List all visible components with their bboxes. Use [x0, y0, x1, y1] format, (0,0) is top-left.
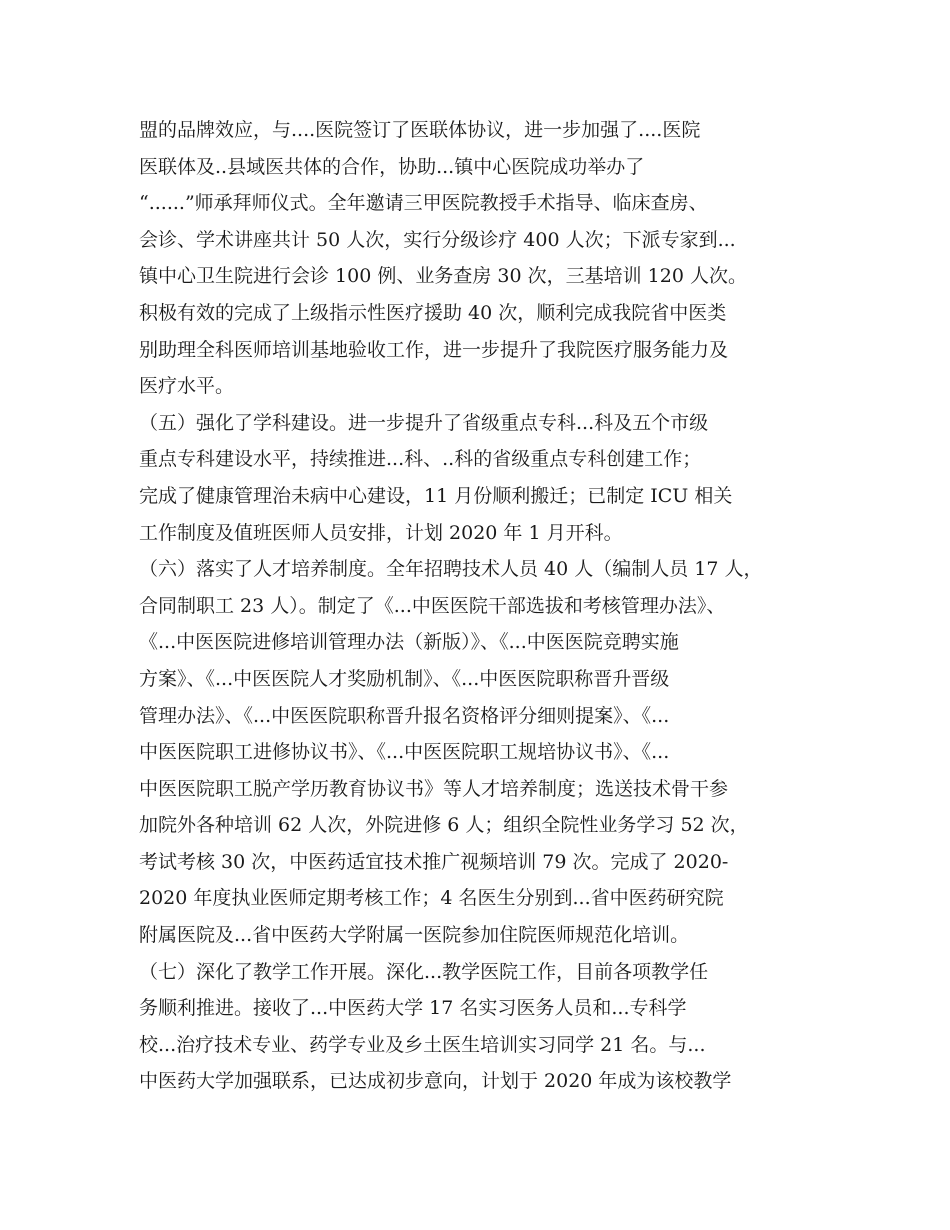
text-line: 完成了健康管理治未病中心建设，11 月份顺利搬迁；已制定 ICU 相关 [139, 484, 733, 507]
text-line: 会诊、学术讲座共计 50 人次，实行分级诊疗 400 人次；下派专家到... [139, 228, 736, 251]
section-heading-line: （七）深化了教学工作开展。深化...教学医院工作，目前各项教学任 [139, 960, 709, 983]
text-line: 中医药大学加强联系，已达成初步意向，计划于 2020 年成为该校教学 [139, 1070, 732, 1093]
text-line: 别助理全科医师培训基地验收工作，进一步提升了我院医疗服务能力及 [139, 338, 729, 361]
text-line: 校...治疗技术专业、药学专业及乡土医生培训实习同学 21 名。与... [139, 1033, 706, 1056]
text-line: 盟的品牌效应，与....医院签订了医联体协议，进一步加强了....医院 [139, 119, 701, 141]
text-line: “......”师承拜师仪式。全年邀请三甲医院教授手术指导、临床查房、 [139, 192, 708, 215]
text-line: 考试考核 30 次，中医药适宜技术推广视频培训 79 次。完成了 2020- [139, 850, 729, 873]
text-line: 附属医院及...省中医药大学附属一医院参加住院医师规范化培训。 [139, 924, 690, 947]
text-line: 管理办法》、《...中医医院职称晋升报名资格评分细则提案》、《... [139, 704, 670, 727]
text-line: 合同制职工 23 人）。制定了《...中医医院干部选拔和考核管理办法》、 [139, 594, 726, 617]
text-line: 务顺利推进。接收了...中医药大学 17 名实习医务人员和...专科学 [139, 997, 687, 1020]
text-line: 2020 年度执业医师定期考核工作；4 名医生分别到...省中医药研究院 [139, 887, 724, 910]
text-line: 加院外各种培训 62 人次，外院进修 6 人；组织全院性业务学习 52 次， [139, 814, 749, 837]
body-text [139, 112, 819, 1100]
text-line: 医疗水平。 [139, 375, 235, 398]
text-line: 中医医院职工进修协议书》、《...中医医院职工规培协议书》、《... [139, 741, 670, 764]
text-line: 医联体及..县域医共体的合作，协助...镇中心医院成功举办了 [139, 155, 645, 178]
text-line: 积极有效的完成了上级指示性医疗援助 40 次，顺利完成我院省中医类 [139, 301, 727, 324]
text-line: 方案》、《...中医医院人才奖励机制》、《...中医医院职称晋升晋级 [139, 667, 670, 690]
text-line: 《...中医医院进修培训管理办法（新版）》、《...中医医院竞聘实施 [139, 631, 679, 654]
section-heading-line: （六）落实了人才培养制度。全年招聘技术人员 40 人（编制人员 17 人， [139, 558, 763, 581]
text-line: 重点专科建设水平，持续推进...科、..科的省级重点专科创建工作； [139, 448, 702, 471]
text-line: 中医医院职工脱产学历教育协议书》等人才培养制度；选送技术骨干参 [139, 777, 729, 800]
section-heading-line: （五）强化了学科建设。进一步提升了省级重点专科...科及五个市级 [139, 411, 709, 434]
text-line: 镇中心卫生院进行会诊 100 例、业务查房 30 次，三基培训 120 人次。 [139, 265, 747, 288]
text-line: 工作制度及值班医师人员安排，计划 2020 年 1 月开科。 [139, 521, 623, 544]
